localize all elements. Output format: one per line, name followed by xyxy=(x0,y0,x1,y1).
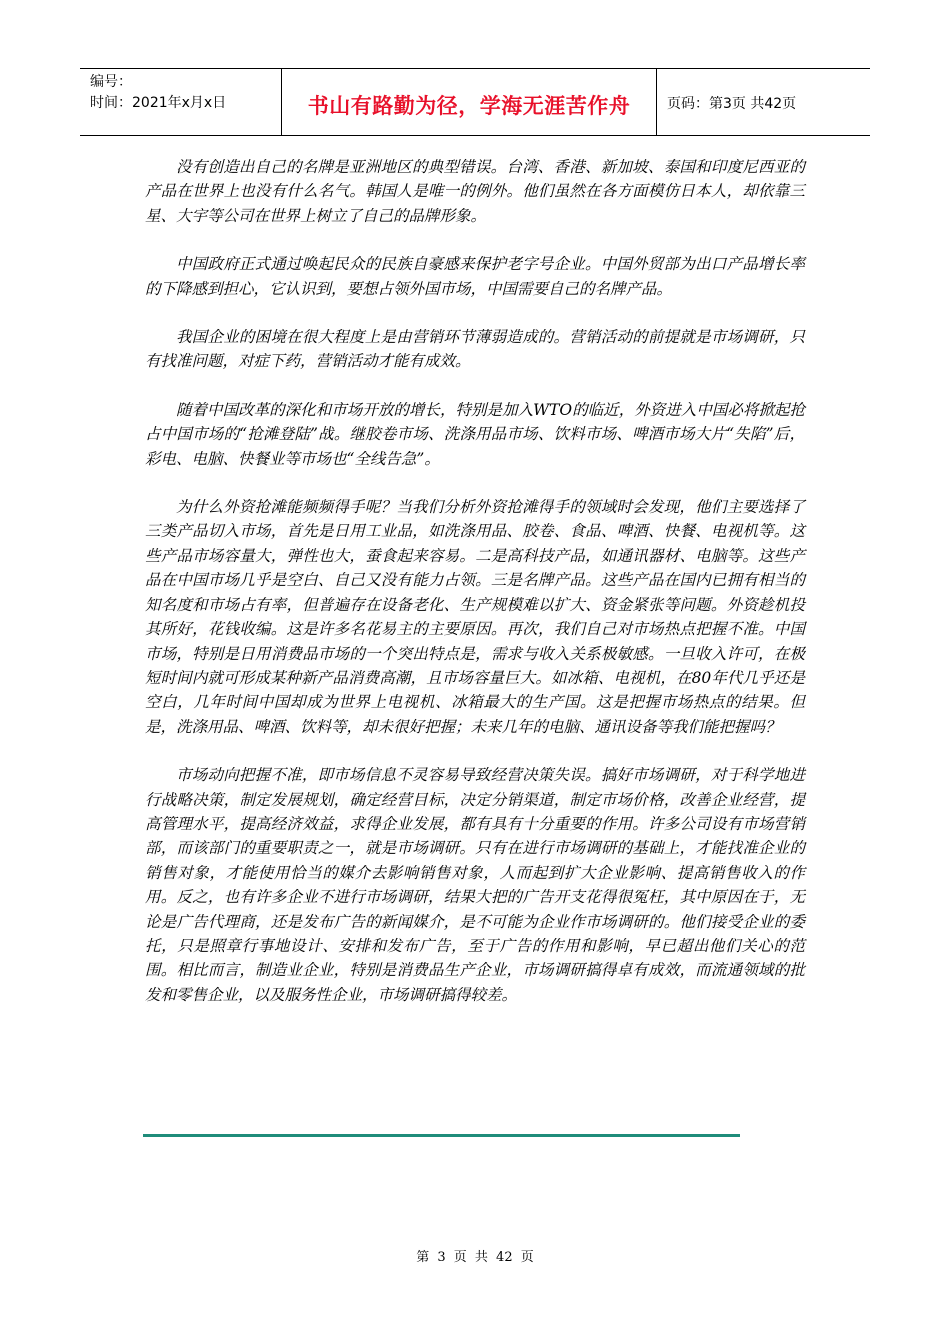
page-header xyxy=(80,68,870,136)
header-meta-cell xyxy=(80,69,282,135)
header-page-info: 页码：第3页 共42页 xyxy=(667,96,797,112)
paragraph: 为什么外资抢滩能频频得手呢？当我们分析外资抢滩得手的领域时会发现，他们主要选择了三类产品切入市场，首先是日用工业品，如洗涤用品、胶卷、食品、啤酒、快餐、电视机等。这些产品市场容量大，弹性也大，蚕食起来容易。二是高科技产品，如通讯器材、电脑等。这些产品在中国市场几乎是空白、自己又没有能力占领。三是名牌产品。这些产品在国内已拥有相当的知名度和市场占有率，但普遍存在设备老化、生产规模难以扩大、资金紧张等问题。外资趁机投其所好，花钱收编。这是许多名花易主的主要原因。再次，我们自己对市场热点把握不准。中国市场，特别是日用消费品市场的一个突出特点是，需求与收入关系极敏感。一旦收入许可，在极短时间内就可形成某种新产品消费高潮，且市场容量巨大。如冰箱、电视机，在80年代几乎还是空白，几年时间中国却成为世界上电视机、冰箱最大的生产国。这是把握市场热点的结果。但是，洗涤用品、啤酒、饮料等，却未很好把握；未来几年的电脑、通讯设备等我们能把握吗？ xyxy=(145,498,805,736)
paragraph: 市场动向把握不准，即市场信息不灵容易导致经营决策失误。搞好市场调研，对于科学地进行战略决策，制定发展规划，确定经营目标，决定分销渠道，制定市场价格，改善企业经营，提高管理水平，提高经济效益，求得企业发展，都有具有十分重要的作用。许多公司设有市场营销部，而该部门的重要职责之一，就是市场调研。只有在进行市场调研的基础上，才能找准企业的销售对象，才能使用恰当的媒介去影响销售对象，人而起到扩大企业影响、提高销售收入的作用。反之，也有许多企业不进行市场调研，结果大把的广告开支花得很冤枉，其中原因在于，无论是广告代理商，还是发布广告的新闻媒介，是不可能为企业作市场调研的。他们接受企业的委托，只是照章行事地设计、安排和发布广告，至于广告的作用和影响，早已超出他们关心的范围。相比而言，制造业企业，特别是消费品生产企业，市场调研搞得卓有成效，而流通领域的批发和零售企业，以及服务性企业，市场调研搞得较差。 xyxy=(145,766,805,1004)
paragraph: 中国政府正式通过唤起民众的民族自豪感来保护老字号企业。中国外贸部为出口产品增长率的下降感到担心，它认识到，要想占领外国市场，中国需要自己的名牌产品。 xyxy=(145,255,805,298)
body-text xyxy=(145,155,805,1031)
paragraph: 没有创造出自己的名牌是亚洲地区的典型错误。台湾、香港、新加坡、泰国和印度尼西亚的产品在世界上也没有什么名气。韩国人是唯一的例外。他们虽然在各方面模仿日本人，却依靠三星、大宇等公司在世界上树立了自己的品牌形象。 xyxy=(145,158,805,225)
header-motto: 书山有路勤为径，学海无涯苦作舟 xyxy=(282,69,657,135)
divider-line xyxy=(143,1134,740,1137)
paragraph: 随着中国改革的深化和市场开放的增长，特别是加入WTO的临近，外资进入中国必将掀起抢占中国市场的“抢滩登陆”战。继胶卷市场、洗涤用品市场、饮料市场、啤酒市场大片“失陷”后，彩电、电脑、快餐业等市场也“全线告急”。 xyxy=(145,400,805,468)
page-footer: 第 3 页 共 42 页 xyxy=(416,1250,534,1265)
time-label: 时间：2021年x月x日 xyxy=(90,95,227,111)
number-label: 编号： xyxy=(90,74,132,90)
paragraph: 我国企业的困境在很大程度上是由营销环节薄弱造成的。营销活动的前提就是市场调研，只有找准问题，对症下药，营销活动才能有成效。 xyxy=(145,328,805,371)
